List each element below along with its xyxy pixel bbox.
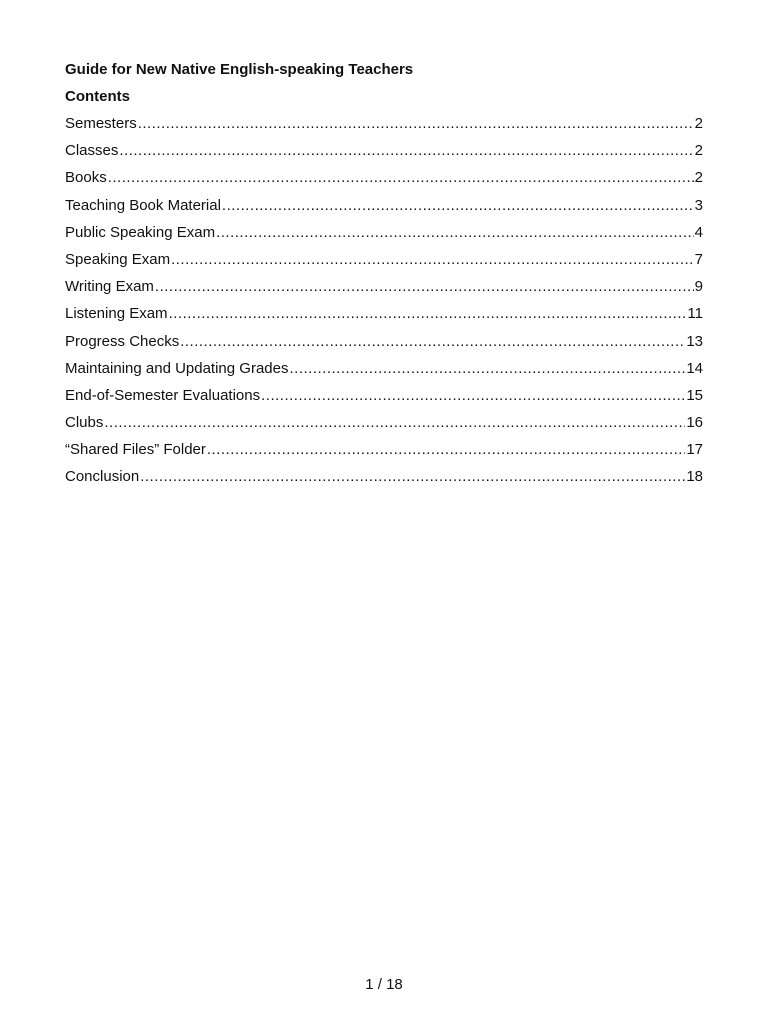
toc-dot-leader bbox=[108, 168, 694, 188]
toc-entry-page: 2 bbox=[694, 142, 703, 160]
toc-entry-semesters[interactable] bbox=[65, 114, 703, 141]
toc-entry-speaking-exam[interactable] bbox=[65, 250, 703, 277]
toc-entry-teaching-book-material[interactable] bbox=[65, 196, 703, 223]
toc-entry-page: 16 bbox=[686, 414, 703, 432]
toc-entry-label: Maintaining and Updating Grades bbox=[65, 359, 289, 377]
toc-entry-maintaining-and-updating-grades[interactable] bbox=[65, 359, 703, 386]
toc-entry-label: Public Speaking Exam bbox=[65, 223, 216, 241]
toc-dot-leader bbox=[216, 223, 694, 243]
toc-entry-label: Listening Exam bbox=[65, 305, 168, 323]
toc-entry-page: 2 bbox=[694, 169, 703, 187]
toc-dot-leader bbox=[140, 467, 685, 487]
toc-dot-leader bbox=[155, 277, 694, 297]
toc-dot-leader bbox=[169, 304, 687, 324]
toc-entry-page: 15 bbox=[686, 386, 703, 404]
toc-dot-leader bbox=[207, 440, 685, 460]
toc-entry-label: Progress Checks bbox=[65, 332, 180, 350]
page-indicator: 1 / 18 bbox=[365, 976, 403, 993]
toc-entry-books[interactable] bbox=[65, 168, 703, 195]
toc-entry-page: 13 bbox=[686, 332, 703, 350]
toc-entry-public-speaking-exam[interactable] bbox=[65, 223, 703, 250]
toc-entry-label: Books bbox=[65, 169, 107, 187]
toc-entry-page: 4 bbox=[694, 223, 703, 241]
toc-entry-label: Classes bbox=[65, 142, 119, 160]
toc-entry-page: 9 bbox=[694, 278, 703, 296]
table-of-contents bbox=[65, 114, 703, 495]
toc-dot-leader bbox=[289, 359, 685, 379]
toc-entry-page: 11 bbox=[687, 305, 703, 323]
toc-entry-writing-exam[interactable] bbox=[65, 277, 703, 304]
toc-entry-label: Conclusion bbox=[65, 468, 140, 486]
toc-entry-label: Writing Exam bbox=[65, 278, 154, 296]
toc-entry-end-of-semester-evaluations[interactable] bbox=[65, 386, 703, 413]
toc-dot-leader bbox=[171, 250, 694, 270]
toc-entry-shared-files-folder[interactable] bbox=[65, 440, 703, 467]
toc-entry-label: End-of-Semester Evaluations bbox=[65, 386, 261, 404]
document-title: Guide for New Native English-speaking Teachers bbox=[65, 61, 414, 78]
toc-entry-conclusion[interactable] bbox=[65, 467, 703, 494]
toc-entry-label: “Shared Files” Folder bbox=[65, 441, 206, 459]
toc-entry-progress-checks[interactable] bbox=[65, 332, 703, 359]
toc-entry-clubs[interactable] bbox=[65, 413, 703, 440]
toc-entry-label: Teaching Book Material bbox=[65, 196, 221, 214]
toc-entry-page: 2 bbox=[694, 115, 703, 132]
toc-entry-page: 18 bbox=[686, 468, 703, 486]
toc-dot-leader bbox=[119, 141, 693, 161]
toc-dot-leader bbox=[261, 386, 685, 406]
contents-heading: Contents bbox=[65, 88, 130, 105]
toc-entry-label: Speaking Exam bbox=[65, 250, 171, 268]
toc-entry-page: 3 bbox=[694, 196, 703, 214]
toc-dot-leader bbox=[222, 196, 694, 216]
toc-entry-page: 17 bbox=[686, 441, 703, 459]
toc-entry-classes[interactable] bbox=[65, 141, 703, 168]
toc-dot-leader bbox=[104, 413, 685, 433]
toc-dot-leader bbox=[138, 114, 694, 134]
toc-entry-listening-exam[interactable] bbox=[65, 304, 703, 331]
page-content bbox=[65, 60, 703, 495]
toc-entry-label: Semesters bbox=[65, 115, 137, 132]
toc-entry-page: 14 bbox=[686, 359, 703, 377]
toc-entry-page: 7 bbox=[694, 250, 703, 268]
toc-entry-label: Clubs bbox=[65, 414, 104, 432]
toc-dot-leader bbox=[180, 332, 685, 352]
